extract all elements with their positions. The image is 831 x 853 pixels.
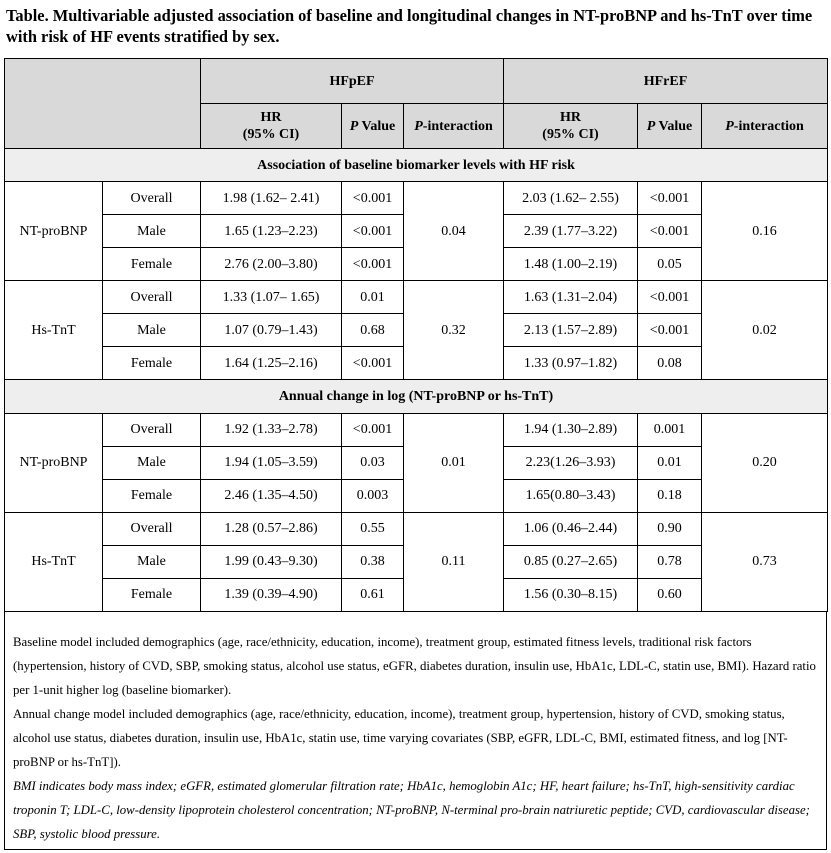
header-hfref-pint: P-interaction bbox=[702, 104, 828, 149]
section-title: Annual change in log (NT-proBNP or hs-TnT) bbox=[5, 380, 828, 413]
hfref-hr-cell: 1.33 (0.97–1.82) bbox=[504, 347, 638, 380]
hfpef-p-cell: <0.001 bbox=[342, 182, 404, 215]
hfref-pint-cell: 0.16 bbox=[702, 182, 828, 281]
hfref-hr-cell: 1.06 (0.46–2.44) bbox=[504, 512, 638, 545]
table-row bbox=[5, 413, 828, 446]
sex-group: Female bbox=[103, 479, 201, 512]
hfpef-hr-cell: 2.46 (1.35–4.50) bbox=[201, 479, 342, 512]
hfpef-p-cell: <0.001 bbox=[342, 215, 404, 248]
hfpef-hr-cell: 1.94 (1.05–3.59) bbox=[201, 446, 342, 479]
hfpef-hr-cell: 1.64 (1.25–2.16) bbox=[201, 347, 342, 380]
hfref-hr-cell: 2.39 (1.77–3.22) bbox=[504, 215, 638, 248]
hfref-p-cell: <0.001 bbox=[638, 182, 702, 215]
hfpef-hr-cell: 1.65 (1.23–2.23) bbox=[201, 215, 342, 248]
hfref-hr-cell: 1.63 (1.31–2.04) bbox=[504, 281, 638, 314]
table-row bbox=[5, 182, 828, 215]
hfref-p-cell: <0.001 bbox=[638, 281, 702, 314]
biomarker-name: Hs-TnT bbox=[5, 281, 103, 380]
hfpef-p-cell: <0.001 bbox=[342, 413, 404, 446]
hfpef-pint-cell: 0.11 bbox=[404, 512, 504, 611]
hfref-hr-cell: 2.03 (1.62– 2.55) bbox=[504, 182, 638, 215]
hfpef-hr-cell: 1.33 (1.07– 1.65) bbox=[201, 281, 342, 314]
results-table bbox=[4, 58, 828, 612]
hfpef-p-cell: <0.001 bbox=[342, 347, 404, 380]
header-hfref-p: P Value bbox=[638, 104, 702, 149]
biomarker-name: NT-proBNP bbox=[5, 182, 103, 281]
sex-group: Overall bbox=[103, 413, 201, 446]
hfref-p-cell: 0.05 bbox=[638, 248, 702, 281]
sex-group: Female bbox=[103, 347, 201, 380]
note-abbreviations: BMI indicates body mass index; eGFR, estimated glomerular filtration rate; HbA1c, hemoglobin A1c; HF, heart failure; hs-TnT, high-sensitivity cardiac troponin T; LDL-C, low-density lipoprotein cholesterol concentration; NT-proBNP, N-terminal pro-brain natriuretic peptide; CVD, cardiovascular disease; SBP, systolic blood pressure. bbox=[13, 779, 810, 841]
hfref-p-cell: 0.90 bbox=[638, 512, 702, 545]
sex-group: Overall bbox=[103, 281, 201, 314]
note-annual-model: Annual change model included demographics (age, race/ethnicity, education, income), treatment group, hypertension, history of CVD, smoking status, alcohol use status, diabetes duration, insulin use, HbA1c, statin use, time varying covariates (SBP, eGFR, LDL-C, BMI, estimated fitness, and log [NT-proBNP or hs-TnT]). bbox=[13, 707, 788, 769]
hfpef-hr-cell: 1.07 (0.79–1.43) bbox=[201, 314, 342, 347]
sex-group: Female bbox=[103, 248, 201, 281]
hfpef-p-cell: 0.03 bbox=[342, 446, 404, 479]
hfpef-pint-cell: 0.01 bbox=[404, 413, 504, 512]
table-row bbox=[5, 512, 828, 545]
hfref-hr-cell: 1.94 (1.30–2.89) bbox=[504, 413, 638, 446]
hfref-p-cell: 0.01 bbox=[638, 446, 702, 479]
hfref-hr-cell: 2.23(1.26–3.93) bbox=[504, 446, 638, 479]
header-corner bbox=[5, 59, 201, 149]
hfpef-p-cell: 0.68 bbox=[342, 314, 404, 347]
header-hfpef: HFpEF bbox=[201, 59, 504, 104]
hfpef-hr-cell: 2.76 (2.00–3.80) bbox=[201, 248, 342, 281]
hfref-pint-cell: 0.73 bbox=[702, 512, 828, 611]
hfpef-pint-cell: 0.04 bbox=[404, 182, 504, 281]
hfref-p-cell: 0.08 bbox=[638, 347, 702, 380]
hfref-p-cell: <0.001 bbox=[638, 314, 702, 347]
hfpef-p-cell: 0.38 bbox=[342, 545, 404, 578]
sex-group: Female bbox=[103, 578, 201, 611]
hfpef-p-cell: 0.01 bbox=[342, 281, 404, 314]
sex-group: Male bbox=[103, 446, 201, 479]
hfref-p-cell: <0.001 bbox=[638, 215, 702, 248]
hfpef-hr-cell: 1.92 (1.33–2.78) bbox=[201, 413, 342, 446]
sex-group: Overall bbox=[103, 512, 201, 545]
hfref-p-cell: 0.78 bbox=[638, 545, 702, 578]
hfpef-pint-cell: 0.32 bbox=[404, 281, 504, 380]
hfref-p-cell: 0.60 bbox=[638, 578, 702, 611]
hfpef-hr-cell: 1.28 (0.57–2.86) bbox=[201, 512, 342, 545]
biomarker-name: NT-proBNP bbox=[5, 413, 103, 512]
hfref-hr-cell: 1.56 (0.30–8.15) bbox=[504, 578, 638, 611]
sex-group: Overall bbox=[103, 182, 201, 215]
hfref-p-cell: 0.001 bbox=[638, 413, 702, 446]
section-title: Association of baseline biomarker levels with HF risk bbox=[5, 149, 828, 182]
hfref-hr-cell: 0.85 (0.27–2.65) bbox=[504, 545, 638, 578]
table-footnotes bbox=[4, 612, 827, 850]
hfref-hr-cell: 1.48 (1.00–2.19) bbox=[504, 248, 638, 281]
sex-group: Male bbox=[103, 314, 201, 347]
hfpef-p-cell: <0.001 bbox=[342, 248, 404, 281]
sex-group: Male bbox=[103, 215, 201, 248]
header-hfpef-p: P Value bbox=[342, 104, 404, 149]
hfref-pint-cell: 0.20 bbox=[702, 413, 828, 512]
hfpef-p-cell: 0.55 bbox=[342, 512, 404, 545]
header-hfref: HFrEF bbox=[504, 59, 828, 104]
sex-group: Male bbox=[103, 545, 201, 578]
hfref-hr-cell: 2.13 (1.57–2.89) bbox=[504, 314, 638, 347]
table-title: Table. Multivariable adjusted association of baseline and longitudinal changes in NT-proBNP and hs-TnT over time with risk of HF events stratified by sex. bbox=[6, 6, 813, 46]
hfpef-p-cell: 0.003 bbox=[342, 479, 404, 512]
note-baseline-model: Baseline model included demographics (age, race/ethnicity, education, income), treatment group, estimated fitness levels, traditional risk factors (hypertension, history of CVD, SBP, smoking status, alcohol use status, eGFR, diabetes duration, insulin use, HbA1c, LDL-C, statin use, BMI). Hazard ratio per 1-unit higher log (baseline biomarker). bbox=[13, 635, 816, 697]
hfpef-hr-cell: 1.98 (1.62– 2.41) bbox=[201, 182, 342, 215]
biomarker-name: Hs-TnT bbox=[5, 512, 103, 611]
header-hfref-hr: HR (95% CI) bbox=[504, 104, 638, 149]
hfref-pint-cell: 0.02 bbox=[702, 281, 828, 380]
header-hfpef-pint: P-interaction bbox=[404, 104, 504, 149]
hfref-p-cell: 0.18 bbox=[638, 479, 702, 512]
hfpef-hr-cell: 1.99 (0.43–9.30) bbox=[201, 545, 342, 578]
hfpef-hr-cell: 1.39 (0.39–4.90) bbox=[201, 578, 342, 611]
hfref-hr-cell: 1.65(0.80–3.43) bbox=[504, 479, 638, 512]
table-row bbox=[5, 281, 828, 314]
header-hfpef-hr: HR (95% CI) bbox=[201, 104, 342, 149]
hfpef-p-cell: 0.61 bbox=[342, 578, 404, 611]
